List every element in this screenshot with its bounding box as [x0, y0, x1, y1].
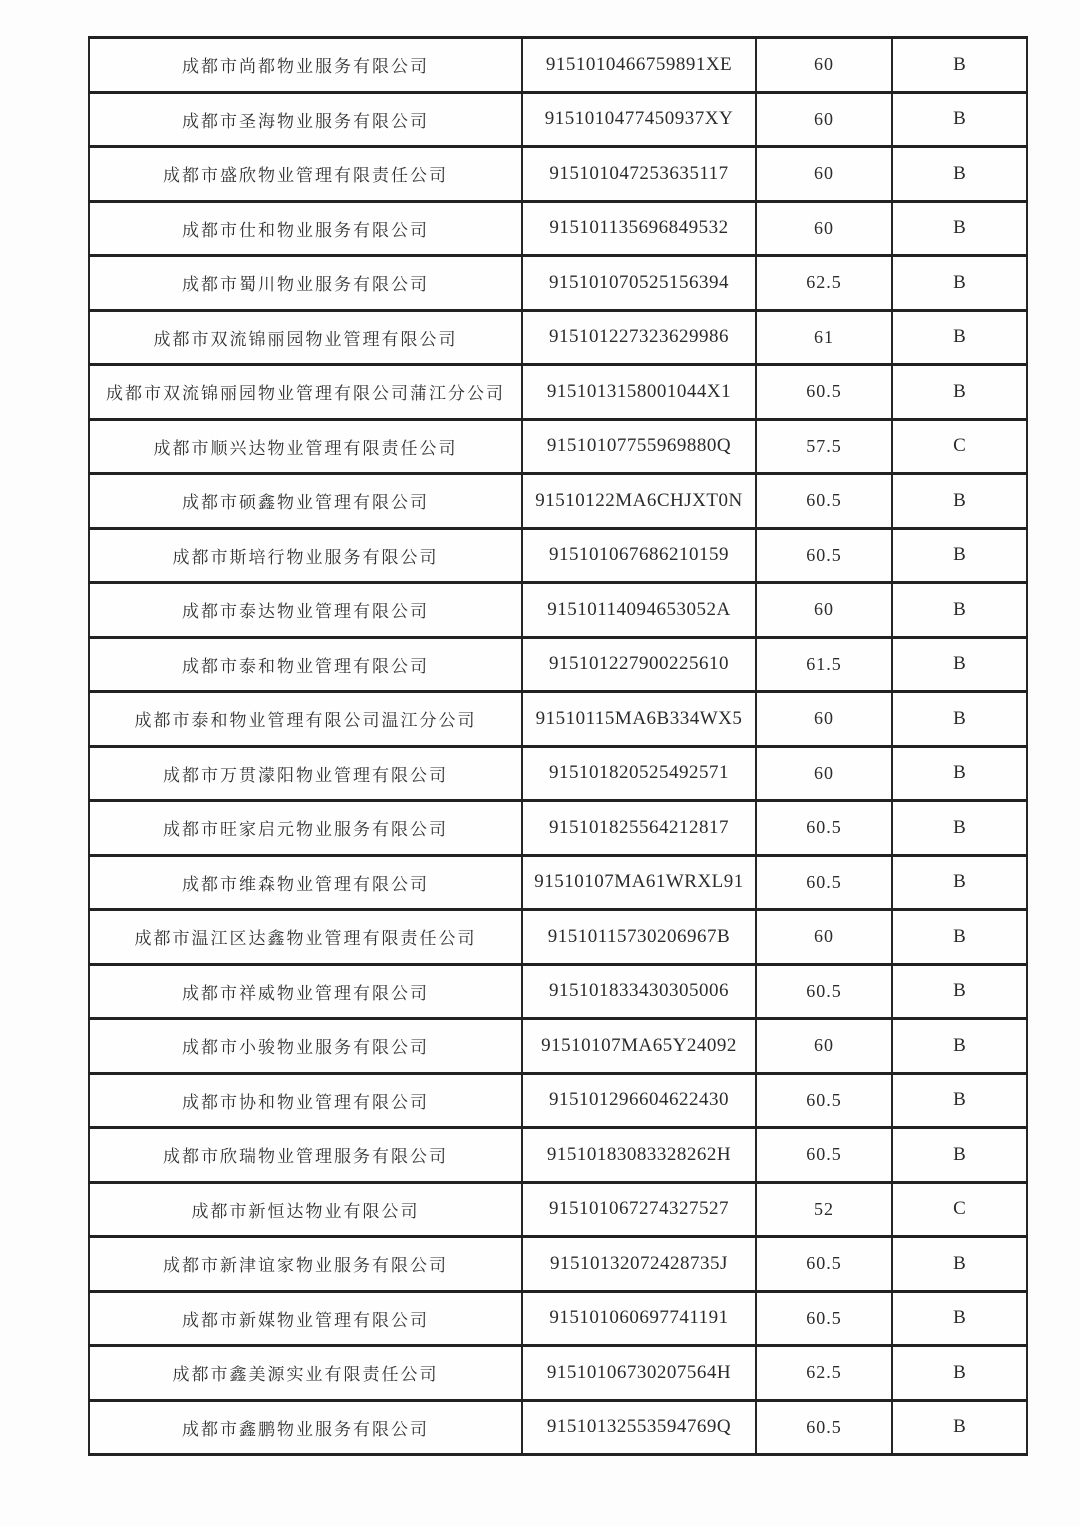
- score-cell: 60.5: [756, 1237, 892, 1292]
- grade-cell: B: [892, 256, 1027, 311]
- credit-code-cell: 91510114094653052A: [522, 583, 756, 638]
- grade-cell: B: [892, 855, 1027, 910]
- credit-code-cell: 915101227900225610: [522, 637, 756, 692]
- table-row: [89, 692, 1027, 747]
- credit-code-cell: 915101067274327527: [522, 1182, 756, 1237]
- score-cell: 60: [756, 201, 892, 256]
- table-row: [89, 1182, 1027, 1237]
- table-row: [89, 474, 1027, 529]
- score-cell: 60.5: [756, 1128, 892, 1183]
- company-name-cell: 成都市盛欣物业管理有限责任公司: [89, 147, 522, 202]
- table-row: [89, 38, 1027, 93]
- credit-code-cell: 915101833430305006: [522, 964, 756, 1019]
- table-body: [89, 38, 1027, 1455]
- credit-code-cell: 915101825564212817: [522, 801, 756, 856]
- table-row: [89, 201, 1027, 256]
- table-row: [89, 256, 1027, 311]
- credit-code-cell: 91510115MA6B334WX5: [522, 692, 756, 747]
- score-cell: 60: [756, 910, 892, 965]
- table-row: [89, 910, 1027, 965]
- grade-cell: B: [892, 1400, 1027, 1455]
- score-cell: 60: [756, 692, 892, 747]
- score-cell: 60: [756, 147, 892, 202]
- score-cell: 60.5: [756, 474, 892, 529]
- company-name-cell: 成都市协和物业管理有限公司: [89, 1073, 522, 1128]
- company-name-cell: 成都市圣海物业服务有限公司: [89, 92, 522, 147]
- score-cell: 60: [756, 92, 892, 147]
- table-row: [89, 637, 1027, 692]
- company-name-cell: 成都市鑫鹏物业服务有限公司: [89, 1400, 522, 1455]
- grade-cell: B: [892, 1128, 1027, 1183]
- company-name-cell: 成都市温江区达鑫物业管理有限责任公司: [89, 910, 522, 965]
- grade-cell: B: [892, 637, 1027, 692]
- credit-code-cell: 915101135696849532: [522, 201, 756, 256]
- credit-code-cell: 915101060697741191: [522, 1291, 756, 1346]
- grade-cell: B: [892, 474, 1027, 529]
- table-row: [89, 1073, 1027, 1128]
- company-name-cell: 成都市双流锦丽园物业管理有限公司: [89, 310, 522, 365]
- table-row: [89, 147, 1027, 202]
- grade-cell: B: [892, 964, 1027, 1019]
- company-name-cell: 成都市祥威物业管理有限公司: [89, 964, 522, 1019]
- company-name-cell: 成都市欣瑞物业管理服务有限公司: [89, 1128, 522, 1183]
- grade-cell: B: [892, 1019, 1027, 1074]
- company-name-cell: 成都市万贯濛阳物业管理有限公司: [89, 746, 522, 801]
- score-cell: 61.5: [756, 637, 892, 692]
- credit-code-cell: 915101047253635117: [522, 147, 756, 202]
- grade-cell: B: [892, 583, 1027, 638]
- company-name-cell: 成都市新恒达物业有限公司: [89, 1182, 522, 1237]
- table-row: [89, 1400, 1027, 1455]
- grade-cell: C: [892, 1182, 1027, 1237]
- table-row: [89, 855, 1027, 910]
- company-name-cell: 成都市旺家启元物业服务有限公司: [89, 801, 522, 856]
- score-cell: 52: [756, 1182, 892, 1237]
- grade-cell: B: [892, 1346, 1027, 1401]
- grade-cell: B: [892, 528, 1027, 583]
- grade-cell: B: [892, 365, 1027, 420]
- company-name-cell: 成都市蜀川物业服务有限公司: [89, 256, 522, 311]
- credit-code-cell: 91510115730206967B: [522, 910, 756, 965]
- grade-cell: B: [892, 1073, 1027, 1128]
- grade-cell: B: [892, 1291, 1027, 1346]
- company-name-cell: 成都市仕和物业服务有限公司: [89, 201, 522, 256]
- score-cell: 60.5: [756, 1400, 892, 1455]
- grade-cell: B: [892, 746, 1027, 801]
- company-name-cell: 成都市新媒物业管理有限公司: [89, 1291, 522, 1346]
- credit-code-cell: 91510122MA6CHJXT0N: [522, 474, 756, 529]
- score-cell: 61: [756, 310, 892, 365]
- table-row: [89, 419, 1027, 474]
- credit-code-cell: 915101227323629986: [522, 310, 756, 365]
- score-cell: 62.5: [756, 1346, 892, 1401]
- table-row: [89, 1019, 1027, 1074]
- table-row: [89, 1237, 1027, 1292]
- score-cell: 60: [756, 38, 892, 93]
- score-cell: 60.5: [756, 964, 892, 1019]
- company-name-cell: 成都市泰和物业管理有限公司温江分公司: [89, 692, 522, 747]
- company-name-cell: 成都市维森物业管理有限公司: [89, 855, 522, 910]
- grade-cell: B: [892, 92, 1027, 147]
- company-name-cell: 成都市顺兴达物业管理有限责任公司: [89, 419, 522, 474]
- score-cell: 60.5: [756, 365, 892, 420]
- score-cell: 60.5: [756, 528, 892, 583]
- credit-code-cell: 91510107MA61WRXL91: [522, 855, 756, 910]
- table-row: [89, 1346, 1027, 1401]
- table-row: [89, 746, 1027, 801]
- table-row: [89, 528, 1027, 583]
- table-row: [89, 92, 1027, 147]
- credit-code-cell: 91510107755969880Q: [522, 419, 756, 474]
- grade-cell: B: [892, 692, 1027, 747]
- grade-cell: B: [892, 801, 1027, 856]
- credit-code-cell: 91510107MA65Y24092: [522, 1019, 756, 1074]
- table-row: [89, 801, 1027, 856]
- company-name-cell: 成都市双流锦丽园物业管理有限公司蒲江分公司: [89, 365, 522, 420]
- grade-cell: B: [892, 310, 1027, 365]
- company-name-cell: 成都市泰和物业管理有限公司: [89, 637, 522, 692]
- company-name-cell: 成都市泰达物业管理有限公司: [89, 583, 522, 638]
- company-name-cell: 成都市新津谊家物业服务有限公司: [89, 1237, 522, 1292]
- grade-cell: B: [892, 1237, 1027, 1292]
- grade-cell: C: [892, 419, 1027, 474]
- credit-code-cell: 915101070525156394: [522, 256, 756, 311]
- credit-code-cell: 9151010477450937XY: [522, 92, 756, 147]
- company-name-cell: 成都市硕鑫物业管理有限公司: [89, 474, 522, 529]
- score-cell: 60.5: [756, 1291, 892, 1346]
- credit-code-cell: 9151013158001044X1: [522, 365, 756, 420]
- table-row: [89, 583, 1027, 638]
- table-row: [89, 310, 1027, 365]
- credit-code-cell: 915101067686210159: [522, 528, 756, 583]
- credit-code-cell: 91510132553594769Q: [522, 1400, 756, 1455]
- table-row: [89, 365, 1027, 420]
- score-cell: 60.5: [756, 1073, 892, 1128]
- rating-table: [88, 36, 1028, 1456]
- credit-code-cell: 9151010466759891XE: [522, 38, 756, 93]
- credit-code-cell: 915101296604622430: [522, 1073, 756, 1128]
- score-cell: 62.5: [756, 256, 892, 311]
- score-cell: 60: [756, 1019, 892, 1074]
- table-row: [89, 1128, 1027, 1183]
- company-name-cell: 成都市斯培行物业服务有限公司: [89, 528, 522, 583]
- grade-cell: B: [892, 201, 1027, 256]
- grade-cell: B: [892, 910, 1027, 965]
- score-cell: 60.5: [756, 855, 892, 910]
- score-cell: 60: [756, 583, 892, 638]
- credit-code-cell: 91510106730207564H: [522, 1346, 756, 1401]
- score-cell: 60: [756, 746, 892, 801]
- table-row: [89, 964, 1027, 1019]
- company-name-cell: 成都市小骏物业服务有限公司: [89, 1019, 522, 1074]
- company-name-cell: 成都市鑫美源实业有限责任公司: [89, 1346, 522, 1401]
- table-row: [89, 1291, 1027, 1346]
- grade-cell: B: [892, 147, 1027, 202]
- credit-code-cell: 915101820525492571: [522, 746, 756, 801]
- credit-code-cell: 91510183083328262H: [522, 1128, 756, 1183]
- credit-code-cell: 91510132072428735J: [522, 1237, 756, 1292]
- score-cell: 57.5: [756, 419, 892, 474]
- company-name-cell: 成都市尚都物业服务有限公司: [89, 38, 522, 93]
- grade-cell: B: [892, 38, 1027, 93]
- score-cell: 60.5: [756, 801, 892, 856]
